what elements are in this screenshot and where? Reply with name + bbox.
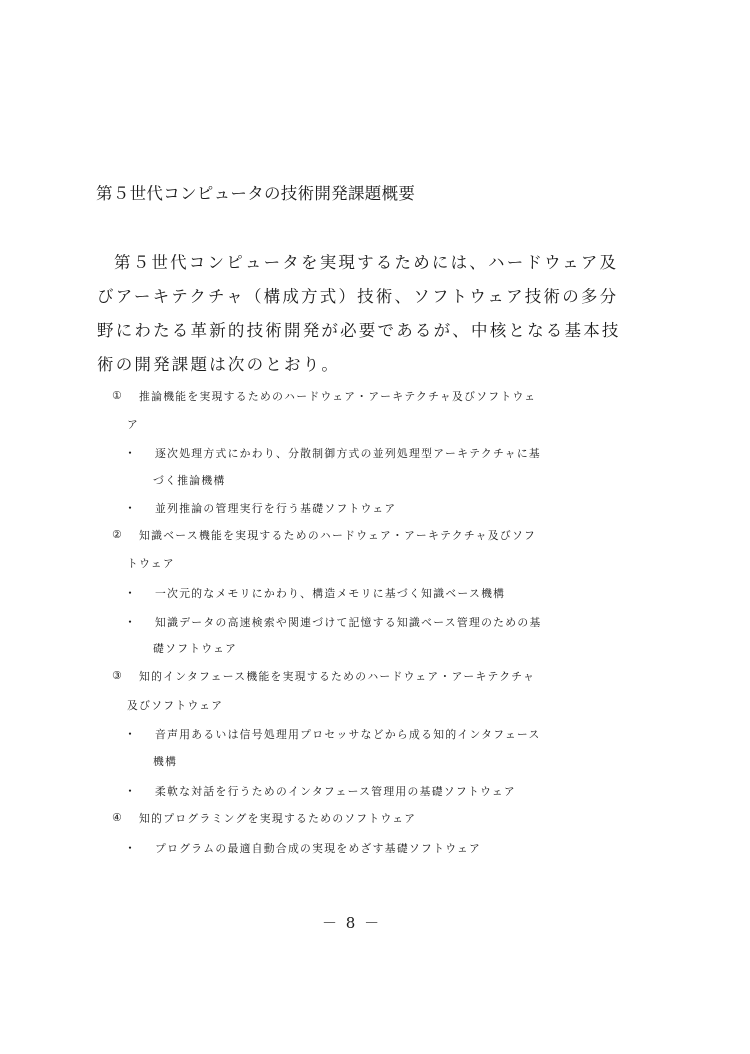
bullet-item-text: 並列推論の管理実行を行う基礎ソフトウェア <box>155 502 397 515</box>
section-number: ④ <box>112 811 123 824</box>
section-number: ② <box>112 528 123 541</box>
bullet-item-text: 一次元的なメモリにかわり、構造メモリに基づく知識ベース機構 <box>155 587 506 600</box>
bullet-item-continuation: 機構 <box>153 755 178 768</box>
section-heading-text: 知識ベース機能を実現するためのハードウェア・アーキテクチャ及びソフ <box>139 529 537 542</box>
bullet-item-text: 柔軟な対話を行うためのインタフェース管理用の基礎ソフトウェア <box>155 785 516 798</box>
bullet-item-text: プログラムの最適自動合成の実現をめざす基礎ソフトウェア <box>155 842 482 855</box>
bullet-item-continuation: 礎ソフトウェア <box>153 642 238 655</box>
intro-line: 術の開発課題は次のとおり。 <box>97 355 341 374</box>
section-heading-continuation: 及びソフトウェア <box>127 699 224 712</box>
bullet-marker: ・ <box>124 586 137 600</box>
intro-paragraph <box>97 246 621 382</box>
section-heading-text: 推論機能を実現するためのハードウェア・アーキテクチャ及びソフトウェ <box>139 390 537 403</box>
section-heading-continuation: トウェア <box>127 557 175 570</box>
bullet-marker: ・ <box>124 615 137 629</box>
bullet-marker: ・ <box>124 841 137 855</box>
bullet-marker: ・ <box>124 727 137 741</box>
section-number: ③ <box>112 669 123 682</box>
intro-line: 野にわたる革新的技術開発が必要であるが、中核となる基本技 <box>97 321 621 340</box>
intro-line: 第５世代コンピュータを実現するためには、ハードウェア及 <box>114 253 619 272</box>
bullet-item-text: 逐次処理方式にかわり、分散制御方式の並列処理型アーキテクチャに基 <box>155 447 542 460</box>
bullet-marker: ・ <box>124 446 137 460</box>
bullet-item-text: 知識データの高速検索や関連づけて記憶する知識ベース管理のための基 <box>155 616 542 629</box>
section-heading-text: 知的プログラミングを実現するためのソフトウェア <box>139 812 417 825</box>
bullet-item-text: 音声用あるいは信号処理用プロセッサなどから成る知的インタフェース <box>155 728 541 741</box>
document-title: 第５世代コンピュータの技術開発課題概要 <box>96 184 416 203</box>
section-heading-continuation: ア <box>127 418 140 431</box>
intro-line: びアーキテクチャ（構成方式）技術、ソフトウェア技術の多分 <box>97 287 619 306</box>
bullet-item-continuation: づく推論機構 <box>153 474 226 487</box>
section-heading-text: 知的インタフェース機能を実現するためのハードウェア・アーキテクチャ <box>139 670 536 683</box>
bullet-marker: ・ <box>124 784 137 798</box>
bullet-marker: ・ <box>124 501 137 515</box>
page-number: － 8 － <box>322 914 382 932</box>
section-number: ① <box>112 389 123 402</box>
